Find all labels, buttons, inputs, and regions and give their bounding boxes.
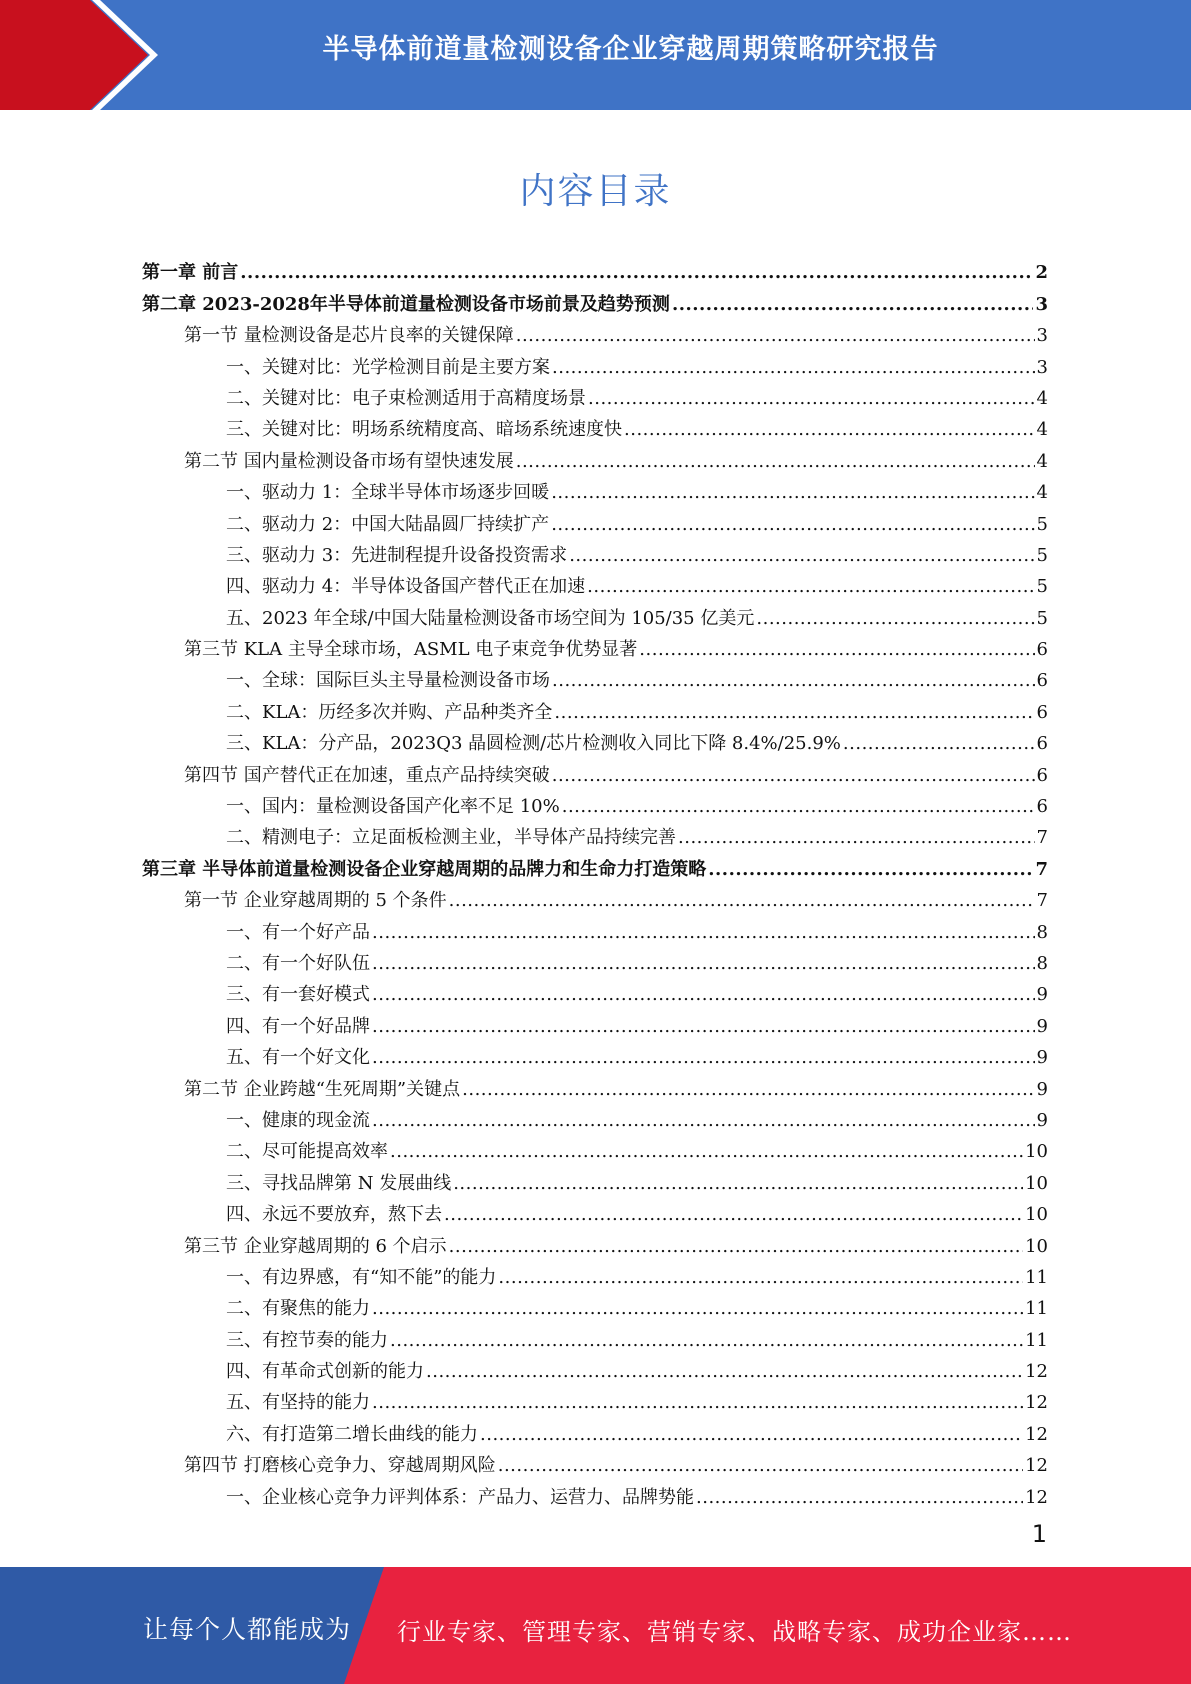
toc-entry-label: 三、KLA：分产品，2023Q3 晶圆检测/芯片检测收入同比下降 8.4%/25.9%	[226, 733, 841, 755]
toc-subsection-entry[interactable]	[142, 598, 1048, 629]
toc-entry-page: 5	[1036, 513, 1048, 535]
toc-dot-leader	[516, 451, 1035, 473]
toc-subsection-entry[interactable]	[142, 692, 1048, 723]
toc-entry-page: 4	[1036, 482, 1048, 504]
toc-dot-leader	[498, 1455, 1023, 1477]
toc-subsection-entry[interactable]	[142, 536, 1048, 567]
toc-dot-leader	[453, 1173, 1023, 1195]
toc-dot-leader	[449, 890, 1035, 912]
toc-dot-leader	[708, 859, 1033, 881]
toc-dot-leader	[444, 1204, 1023, 1226]
toc-dot-leader	[551, 482, 1034, 504]
toc-dot-leader	[756, 608, 1034, 630]
toc-dot-leader	[587, 576, 1034, 598]
footer-slogan-left: 让每个人都能成为	[143, 1615, 352, 1644]
toc-entry-page: 3	[1036, 325, 1048, 347]
toc-entry-label: 六、有打造第二增长曲线的能力	[226, 1423, 478, 1445]
toc-entry-label: 一、企业核心竞争力评判体系：产品力、运营力、品牌势能	[226, 1486, 694, 1508]
toc-entry-label: 二、精测电子：立足面板检测主业，半导体产品持续完善	[226, 827, 676, 849]
toc-entry-page: 9	[1036, 1015, 1048, 1037]
toc-subsection-entry[interactable]	[142, 347, 1048, 378]
toc-entry-label: 三、驱动力 3：先进制程提升设备投资需求	[226, 544, 568, 566]
toc-dot-leader	[462, 1079, 1034, 1101]
toc-subsection-entry[interactable]	[142, 1006, 1048, 1037]
toc-entry-label: 二、有聚焦的能力	[226, 1298, 370, 1320]
toc-entry-label: 三、关键对比：明场系统精度高、暗场系统速度快	[226, 419, 622, 441]
toc-entry-page: 2	[1035, 262, 1048, 284]
page-number: 1	[1031, 1520, 1047, 1548]
toc-entry-label: 第三节 KLA 主导全球市场，ASML 电子束竞争优势显著	[184, 639, 638, 661]
toc-dot-leader	[372, 1016, 1035, 1038]
toc-entry-page: 5	[1036, 607, 1048, 629]
toc-dot-leader	[843, 733, 1035, 755]
header-bar	[0, 0, 1191, 110]
toc-subsection-entry[interactable]	[142, 1258, 1048, 1289]
toc-chapter-entry[interactable]	[142, 253, 1048, 284]
toc-dot-leader	[552, 765, 1035, 787]
toc-subsection-entry[interactable]	[142, 1320, 1048, 1351]
toc-section-entry[interactable]	[142, 881, 1048, 912]
toc-entry-page: 9	[1036, 1047, 1048, 1069]
toc-subsection-entry[interactable]	[142, 1414, 1048, 1445]
toc-subsection-entry[interactable]	[142, 787, 1048, 818]
toc-dot-leader	[372, 1047, 1035, 1069]
toc-entry-label: 第一章 前言	[142, 262, 239, 284]
toc-entry-label: 第一节 企业穿越周期的 5 个条件	[184, 890, 447, 912]
toc-section-entry[interactable]	[142, 441, 1048, 472]
toc-entry-page: 4	[1036, 450, 1048, 472]
toc-subsection-entry[interactable]	[142, 1038, 1048, 1069]
toc-dot-leader	[240, 262, 1033, 284]
toc-entry-label: 第三节 企业穿越周期的 6 个启示	[184, 1235, 447, 1257]
toc-entry-page: 11	[1025, 1298, 1048, 1320]
toc-dot-leader	[552, 357, 1035, 379]
toc-entry-page: 6	[1036, 733, 1048, 755]
toc-entry-page: 10	[1025, 1172, 1048, 1194]
toc-entry-label: 三、有控节奏的能力	[226, 1329, 388, 1351]
toc-entry-page: 12	[1025, 1455, 1048, 1477]
toc-subsection-entry[interactable]	[142, 410, 1048, 441]
toc-entry-page: 4	[1036, 419, 1048, 441]
toc-subsection-entry[interactable]	[142, 1163, 1048, 1194]
toc-section-entry[interactable]	[142, 1069, 1048, 1100]
toc-subsection-entry[interactable]	[142, 1289, 1048, 1320]
report-title: 半导体前道量检测设备企业穿越周期策略研究报告	[322, 34, 939, 65]
toc-entry-page: 9	[1036, 1109, 1048, 1131]
toc-entry-page: 6	[1036, 701, 1048, 723]
toc-subsection-entry[interactable]	[142, 944, 1048, 975]
toc-entry-label: 一、国内：量检测设备国产化率不足 10%	[226, 796, 560, 818]
toc-subsection-entry[interactable]	[142, 1477, 1048, 1508]
toc-entry-label: 一、有边界感，有“知不能”的能力	[226, 1266, 497, 1288]
toc-entry-page: 7	[1036, 827, 1048, 849]
toc-subsection-entry[interactable]	[142, 975, 1048, 1006]
toc-dot-leader	[390, 1141, 1023, 1163]
toc-entry-label: 二、有一个好队伍	[226, 952, 370, 974]
toc-entry-label: 三、寻找品牌第 N 发展曲线	[226, 1172, 452, 1194]
toc-entry-label: 一、驱动力 1：全球半导体市场逐步回暖	[226, 482, 550, 504]
toc-entry-label: 第一节 量检测设备是芯片良率的关键保障	[184, 325, 514, 347]
toc-entry-label: 第三章 半导体前道量检测设备企业穿越周期的品牌力和生命力打造策略	[142, 858, 707, 880]
toc-section-entry[interactable]	[142, 630, 1048, 661]
toc-entry-label: 二、KLA：历经多次并购、产品种类齐全	[226, 701, 553, 723]
toc-dot-leader	[552, 670, 1035, 692]
toc-entry-page: 11	[1025, 1266, 1048, 1288]
footer-slogan-right: 行业专家、管理专家、营销专家、战略专家、成功企业家……	[397, 1618, 1072, 1646]
toc-subsection-entry[interactable]	[142, 1352, 1048, 1383]
toc-entry-label: 五、有坚持的能力	[226, 1392, 370, 1414]
toc-entry-page: 8	[1036, 921, 1048, 943]
toc-entry-page: 7	[1036, 890, 1048, 912]
toc-entry-label: 五、2023 年全球/中国大陆量检测设备市场空间为 105/35 亿美元	[226, 607, 755, 629]
toc-subsection-entry[interactable]	[142, 1101, 1048, 1132]
toc-dot-leader	[480, 1424, 1023, 1446]
toc-entry-label: 第二章 2023-2028年半导体前道量检测设备市场前景及趋势预测	[142, 293, 670, 315]
toc-dot-leader	[624, 419, 1035, 441]
table-of-contents	[142, 253, 1048, 1509]
toc-dot-leader	[372, 953, 1035, 975]
toc-dot-leader	[372, 1392, 1023, 1414]
toc-subsection-entry[interactable]	[142, 1132, 1048, 1163]
footer-bar	[0, 1567, 1191, 1684]
toc-entry-page: 9	[1036, 1078, 1048, 1100]
toc-section-entry[interactable]	[142, 1226, 1048, 1257]
toc-entry-label: 五、有一个好文化	[226, 1047, 370, 1069]
toc-entry-label: 四、有革命式创新的能力	[226, 1361, 424, 1383]
toc-dot-leader	[588, 388, 1035, 410]
toc-entry-label: 四、驱动力 4：半导体设备国产替代正在加速	[226, 576, 586, 598]
toc-dot-leader	[678, 827, 1035, 849]
toc-entry-label: 第四节 打磨核心竞争力、穿越周期风险	[184, 1455, 496, 1477]
toc-subsection-entry[interactable]	[142, 912, 1048, 943]
toc-dot-leader	[672, 294, 1034, 316]
toc-entry-label: 四、永远不要放弃，熬下去	[226, 1204, 442, 1226]
toc-subsection-entry[interactable]	[142, 1383, 1048, 1414]
toc-dot-leader	[516, 325, 1035, 347]
toc-entry-label: 一、全球：国际巨头主导量检测设备市场	[226, 670, 550, 692]
toc-entry-label: 第二节 国内量检测设备市场有望快速发展	[184, 450, 514, 472]
toc-subsection-entry[interactable]	[142, 724, 1048, 755]
toc-dot-leader	[569, 545, 1034, 567]
toc-dot-leader	[372, 922, 1035, 944]
toc-entry-page: 5	[1036, 576, 1048, 598]
toc-entry-page: 5	[1036, 544, 1048, 566]
toc-entry-label: 第二节 企业跨越“生死周期”关键点	[184, 1078, 461, 1100]
toc-subsection-entry[interactable]	[142, 818, 1048, 849]
toc-entry-label: 一、健康的现金流	[226, 1109, 370, 1131]
toc-subsection-entry[interactable]	[142, 1195, 1048, 1226]
toc-entry-label: 一、关键对比：光学检测目前是主要方案	[226, 356, 550, 378]
toc-section-entry[interactable]	[142, 1446, 1048, 1477]
toc-entry-label: 四、有一个好品牌	[226, 1015, 370, 1037]
toc-dot-leader	[372, 1110, 1035, 1132]
toc-dot-leader	[562, 796, 1035, 818]
toc-entry-page: 12	[1025, 1486, 1048, 1508]
toc-dot-leader	[554, 702, 1034, 724]
toc-dot-leader	[551, 514, 1034, 536]
toc-entry-page: 6	[1036, 639, 1048, 661]
toc-entry-label: 一、有一个好产品	[226, 921, 370, 943]
toc-entry-page: 4	[1036, 387, 1048, 409]
toc-entry-page: 6	[1036, 670, 1048, 692]
toc-entry-label: 二、尽可能提高效率	[226, 1141, 388, 1163]
toc-chapter-entry[interactable]	[142, 849, 1048, 880]
toc-dot-leader	[696, 1487, 1023, 1509]
toc-entry-page: 11	[1025, 1329, 1048, 1351]
toc-chapter-entry[interactable]	[142, 284, 1048, 315]
toc-dot-leader	[449, 1236, 1023, 1258]
toc-dot-leader	[372, 984, 1035, 1006]
toc-heading: 内容目录	[519, 171, 672, 212]
toc-entry-page: 12	[1025, 1361, 1048, 1383]
toc-dot-leader	[639, 639, 1034, 661]
toc-entry-label: 三、有一套好模式	[226, 984, 370, 1006]
toc-subsection-entry[interactable]	[142, 661, 1048, 692]
toc-entry-page: 6	[1036, 764, 1048, 786]
toc-subsection-entry[interactable]	[142, 473, 1048, 504]
toc-subsection-entry[interactable]	[142, 504, 1048, 535]
toc-section-entry[interactable]	[142, 755, 1048, 786]
toc-entry-page: 8	[1036, 952, 1048, 974]
toc-entry-page: 3	[1035, 293, 1048, 315]
toc-entry-page: 12	[1025, 1392, 1048, 1414]
toc-entry-page: 9	[1036, 984, 1048, 1006]
toc-dot-leader	[498, 1267, 1023, 1289]
toc-entry-page: 7	[1035, 858, 1048, 880]
toc-entry-page: 10	[1025, 1235, 1048, 1257]
toc-entry-label: 第四节 国产替代正在加速，重点产品持续突破	[184, 764, 550, 786]
toc-section-entry[interactable]	[142, 316, 1048, 347]
toc-dot-leader	[426, 1361, 1023, 1383]
toc-entry-page: 6	[1036, 796, 1048, 818]
toc-subsection-entry[interactable]	[142, 567, 1048, 598]
toc-entry-page: 10	[1025, 1141, 1048, 1163]
toc-entry-page: 3	[1036, 356, 1048, 378]
toc-entry-label: 二、驱动力 2：中国大陆晶圆厂持续扩产	[226, 513, 550, 535]
toc-dot-leader	[390, 1330, 1023, 1352]
toc-dot-leader	[372, 1298, 1023, 1320]
toc-entry-page: 12	[1025, 1423, 1048, 1445]
toc-subsection-entry[interactable]	[142, 379, 1048, 410]
toc-entry-page: 10	[1025, 1204, 1048, 1226]
toc-entry-label: 二、关键对比：电子束检测适用于高精度场景	[226, 387, 586, 409]
